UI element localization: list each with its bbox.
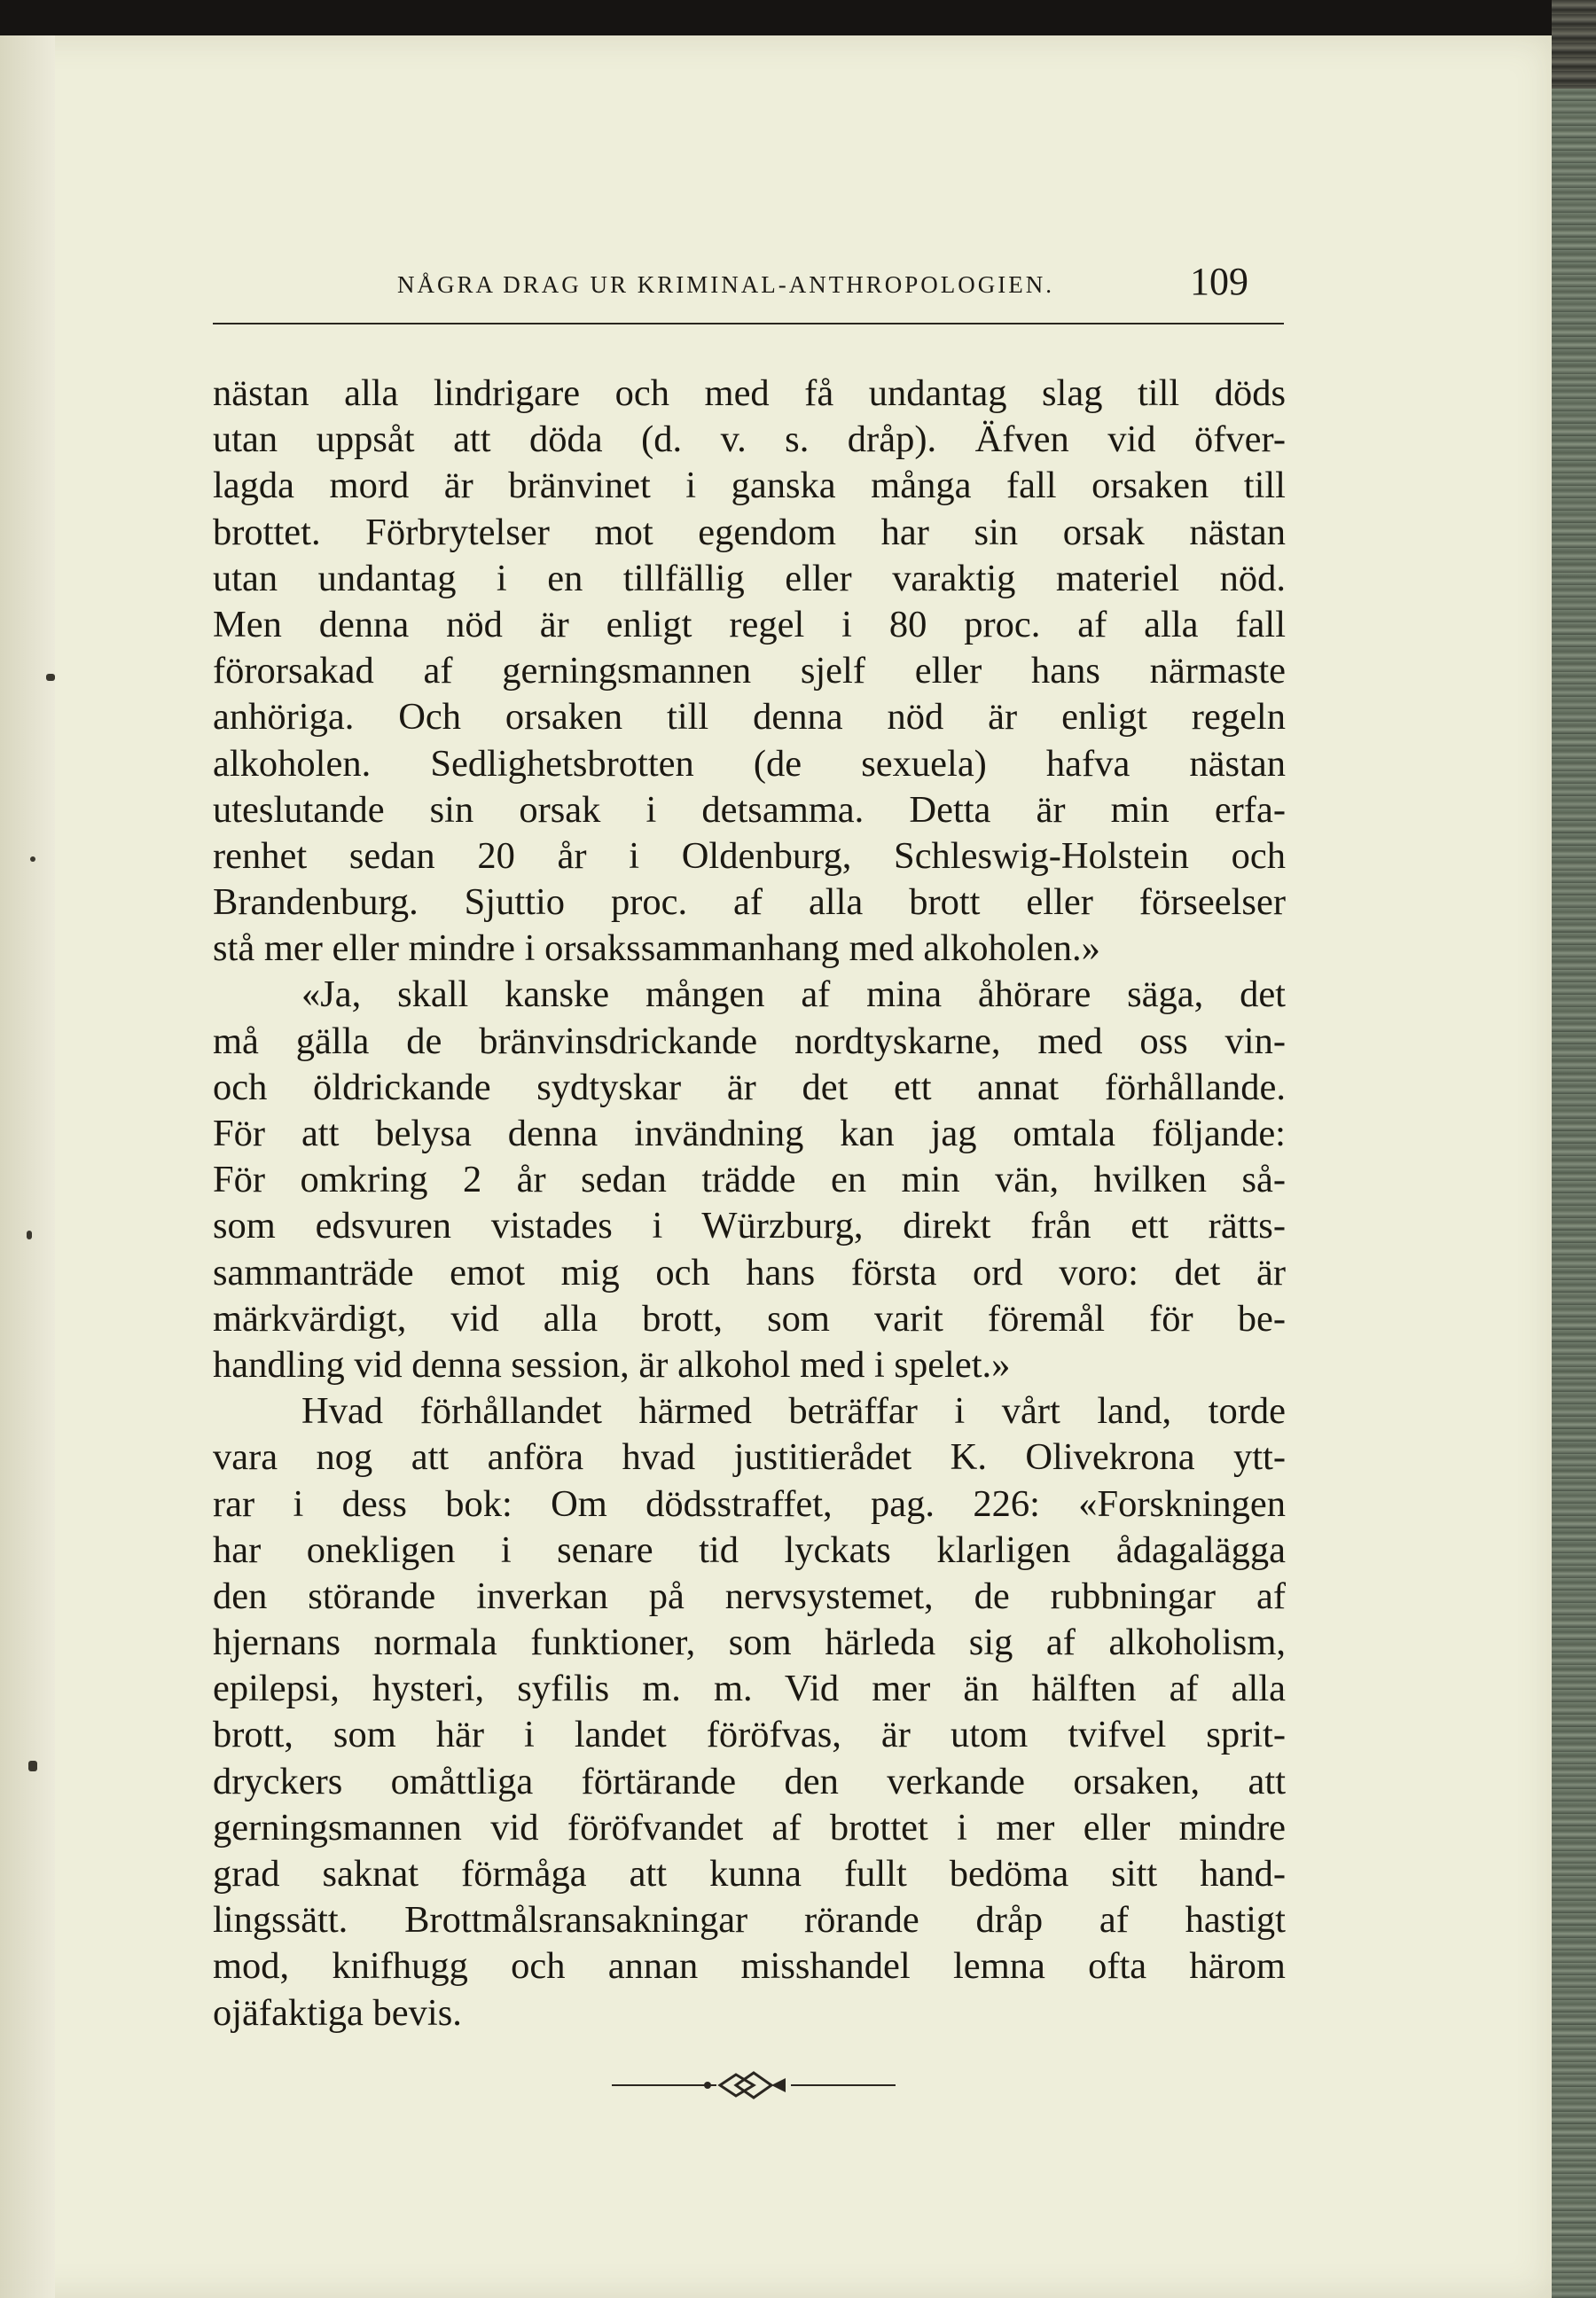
text-line: gerningsmannen vid föröfvandet af brottet i mer eller mindre	[213, 1806, 1286, 1849]
text-line: anhöriga. Och orsaken till denna nöd är enligt regeln	[213, 696, 1286, 739]
book-edge-texture	[1552, 89, 1596, 2298]
text-line: förorsakad af gerningsmannen sjelf eller hans närmaste	[213, 650, 1286, 692]
text-line: hjernans normala funktioner, som härleda sig af alkoholism,	[213, 1622, 1286, 1664]
text-line: lingssätt. Brottmålsransakningar rörande dråp af hastigt	[213, 1899, 1286, 1942]
text-line: utan undantag i en tillfällig eller varaktig materiel nöd.	[213, 557, 1286, 599]
text-line: epilepsi, hysteri, syfilis m. m. Vid mer än hälften af alla	[213, 1668, 1286, 1710]
text-line: brott, som här i landet föröfvas, är utom tvifvel sprit-	[213, 1714, 1286, 1756]
margin-speck	[46, 674, 55, 681]
page-number: 109	[1190, 260, 1248, 303]
text-line: renhet sedan 20 år i Oldenburg, Schleswig-Holstein och	[213, 834, 1286, 877]
text-line: rar i dess bok: Om dödsstraffet, pag. 226: «Forskningen	[213, 1482, 1286, 1525]
text-line: brottet. Förbrytelser mot egendom har sin orsak nästan	[213, 511, 1286, 553]
text-line: mod, knifhugg och annan misshandel lemna ofta härom	[213, 1945, 1286, 1988]
text-line: utan uppsåt att döda (d. v. s. dråp). Äfven vid öfver-	[213, 418, 1286, 461]
text-line: må gälla de bränvinsdrickande nordtyskarne, med oss vin-	[213, 1020, 1286, 1062]
text-line: «Ja, skall kanske mången af mina åhörare säga, det	[301, 973, 1286, 1016]
margin-speck	[30, 856, 35, 862]
text-line: har onekligen i senare tid lyckats klarligen ådagalägga	[213, 1528, 1286, 1571]
text-line: grad saknat förmåga att kunna fullt bedöma sitt hand-	[213, 1853, 1286, 1895]
text-line: För att belysa denna invändning kan jag omtala följande:	[213, 1113, 1286, 1154]
text-line: den störande inverkan på nervsystemet, de rubbningar af	[213, 1575, 1286, 1617]
text-line: märkvärdigt, vid alla brott, som varit föremål för be-	[213, 1297, 1286, 1340]
text-line: och öldrickande sydtyskar är det ett annat förhållande.	[213, 1066, 1286, 1108]
text-line: Hvad förhållandet härmed beträffar i vårt land, torde	[301, 1390, 1286, 1433]
header-rule	[213, 323, 1284, 324]
text-line: Brandenburg. Sjuttio proc. af alla brott eller förseelser	[213, 881, 1286, 924]
running-title: NÅGRA DRAG UR KRIMINAL-ANTHROPOLOGIEN.	[397, 271, 1054, 298]
page-header	[213, 262, 1286, 316]
text-line: ojäfaktiga bevis.	[213, 1991, 462, 2034]
text-line: För omkring 2 år sedan trädde en min vän, hvilken så-	[213, 1159, 1286, 1201]
end-ornament	[612, 2067, 896, 2103]
text-line: lagda mord är bränvinet i ganska många fall orsaken till	[213, 465, 1286, 507]
text-line: uteslutande sin orsak i detsamma. Detta är min erfa-	[213, 788, 1286, 831]
text-line: som edsvuren vistades i Würzburg, direkt från ett rätts-	[213, 1205, 1286, 1247]
margin-speck	[27, 1231, 32, 1239]
margin-speck	[28, 1761, 37, 1771]
page-gutter	[0, 35, 55, 2298]
text-line: alkoholen. Sedlighetsbrotten (de sexuela) hafva nästan	[213, 742, 1286, 785]
text-line: handling vid denna session, är alkohol med i spelet.»	[213, 1343, 1011, 1386]
text-line: dryckers omåttliga förtärande den verkande orsaken, att	[213, 1760, 1286, 1802]
text-line: Men denna nöd är enligt regel i 80 proc. af alla fall	[213, 603, 1286, 645]
text-line: stå mer eller mindre i orsakssammanhang med alkoholen.»	[213, 927, 1100, 970]
text-line: sammanträde emot mig och hans första ord voro: det är	[213, 1251, 1286, 1294]
text-line: nästan alla lindrigare och med få undantag slag till döds	[213, 372, 1286, 414]
text-line: vara nog att anföra hvad justitierådet K. Olivekrona ytt-	[213, 1436, 1286, 1479]
body-text	[213, 371, 1286, 2036]
